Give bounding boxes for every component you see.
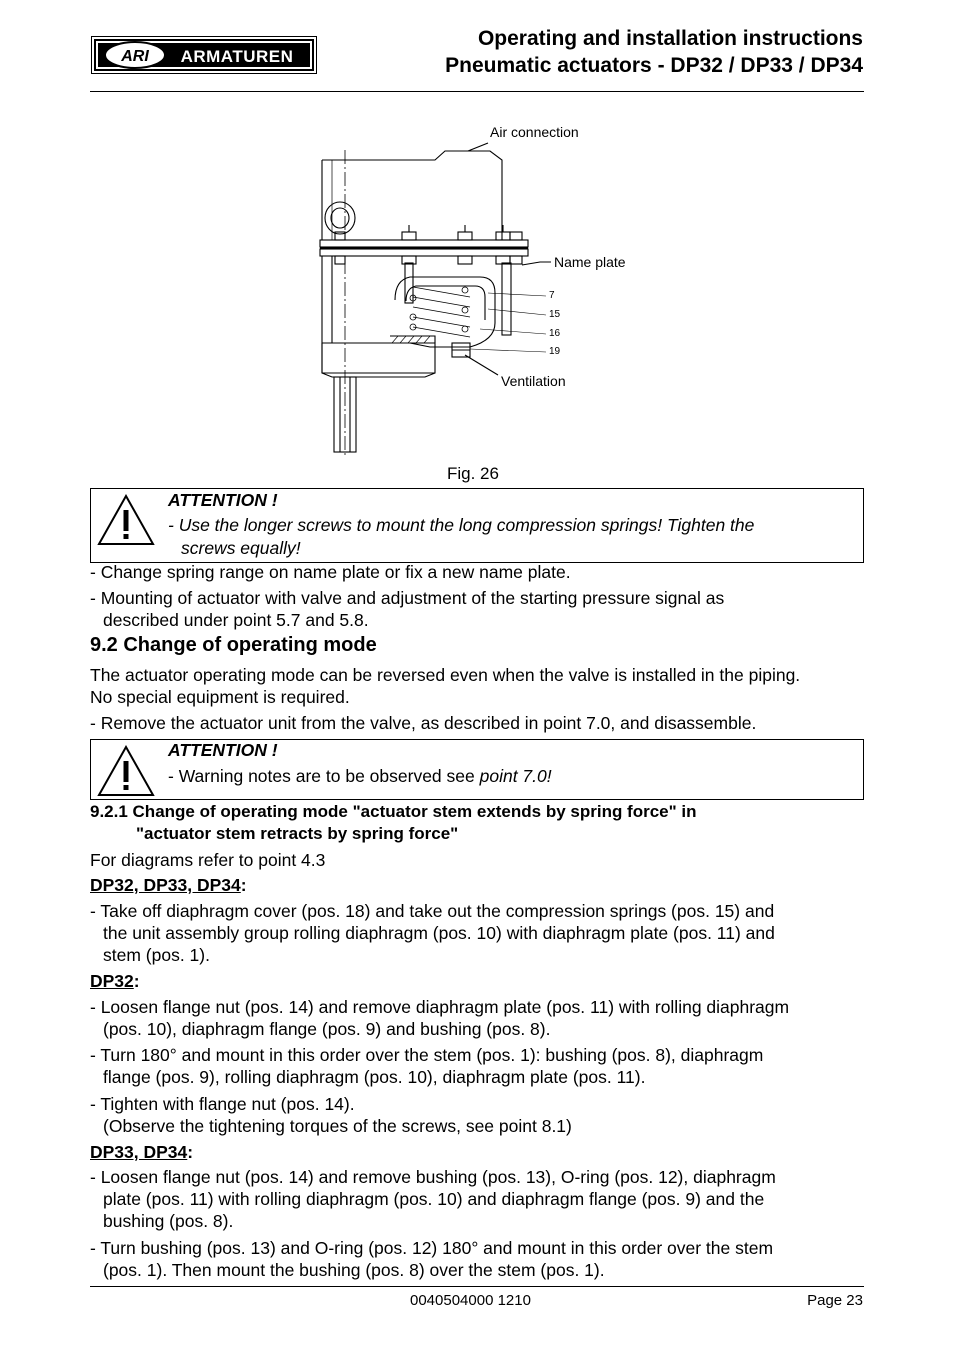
doc-number: 0040504000 1210	[410, 1292, 531, 1309]
step-text: - Turn bushing (pos. 13) and O-ring (pos. 12) 180° and mount in this order over the stem	[90, 1238, 774, 1258]
model-label: DP33, DP34:	[90, 1142, 194, 1162]
attention-box-1	[90, 488, 864, 563]
attention-line: - Warning notes are to be observed see point 7.0!	[168, 766, 552, 786]
attention-line: screws equally!	[181, 538, 301, 558]
subsection-heading: "actuator stem retracts by spring force"	[136, 824, 459, 843]
warning-icon	[97, 745, 155, 797]
model-label: DP32, DP33, DP34:	[90, 875, 247, 895]
warning-icon	[97, 494, 155, 546]
step-text: - Tighten with flange nut (pos. 14).	[90, 1094, 355, 1114]
step-text: flange (pos. 9), rolling diaphragm (pos. 10), diaphragm plate (pos. 11).	[103, 1067, 646, 1087]
ari-logo-icon	[91, 36, 317, 74]
page-number: Page 23	[807, 1292, 863, 1309]
figure-caption: Fig. 26	[447, 464, 499, 483]
doc-title: Operating and installation instructions	[477, 27, 863, 50]
step-text: (pos. 1). Then mount the bushing (pos. 8) over the stem (pos. 1).	[103, 1260, 605, 1280]
label-ventilation: Ventilation	[501, 373, 566, 389]
step-text: - Loosen flange nut (pos. 14) and remove diaphragm plate (pos. 11) with rolling diaphragm	[90, 997, 790, 1017]
model-label: DP32:	[90, 971, 140, 991]
attention-line: - Use the longer screws to mount the long compression springs! Tighten the	[168, 515, 755, 535]
attention-title: ATTENTION !	[168, 490, 278, 510]
step-text: bushing (pos. 8).	[103, 1211, 234, 1231]
svg-text:ARMATUREN: ARMATUREN	[180, 47, 294, 66]
section-heading: 9.2 Change of operating mode	[90, 634, 377, 656]
footer-divider	[90, 1286, 864, 1287]
step-text: (pos. 10), diaphragm flange (pos. 9) and bushing (pos. 8).	[103, 1019, 551, 1039]
subsection-heading: 9.2.1 Change of operating mode "actuator stem extends by spring force" in	[90, 802, 697, 821]
step-text: - Change spring range on name plate or fix a new name plate.	[90, 562, 571, 582]
body-text: For diagrams refer to point 4.3	[90, 850, 326, 870]
step-text: the unit assembly group rolling diaphragm (pos. 10) with diaphragm plate (pos. 11) and	[103, 923, 775, 943]
label-pos-7: 7	[549, 290, 555, 301]
logo	[91, 36, 317, 74]
step-text: - Turn 180° and mount in this order over the stem (pos. 1): bushing (pos. 8), diaphragm	[90, 1045, 764, 1065]
step-text: described under point 5.7 and 5.8.	[103, 610, 369, 630]
attention-box-2	[90, 739, 864, 800]
label-pos-16: 16	[549, 328, 561, 339]
step-text: - Mounting of actuator with valve and adjustment of the starting pressure signal as	[90, 588, 725, 608]
step-text: - Take off diaphragm cover (pos. 18) and take out the compression springs (pos. 15) and	[90, 901, 775, 921]
label-air-connection: Air connection	[490, 124, 579, 140]
step-text: stem (pos. 1).	[103, 945, 210, 965]
header-divider	[90, 91, 864, 92]
label-pos-15: 15	[549, 309, 561, 320]
attention-title: ATTENTION !	[168, 740, 278, 760]
svg-text:ARI: ARI	[121, 48, 149, 65]
step-text: - Remove the actuator unit from the valve, as described in point 7.0, and disassemble.	[90, 713, 757, 733]
step-text: - Loosen flange nut (pos. 14) and remove bushing (pos. 13), O-ring (pos. 12), diaphragm	[90, 1167, 776, 1187]
doc-subtitle: Pneumatic actuators - DP32 / DP33 / DP34	[445, 54, 863, 77]
body-text: The actuator operating mode can be reversed even when the valve is installed in the piping.	[90, 665, 801, 685]
label-name-plate: Name plate	[554, 254, 626, 270]
step-text: (Observe the tightening torques of the screws, see point 8.1)	[103, 1116, 572, 1136]
step-text: plate (pos. 11) with rolling diaphragm (pos. 10) and diaphragm flange (pos. 9) and the	[103, 1189, 765, 1209]
body-text: No special equipment is required.	[90, 687, 350, 707]
figure-26	[310, 115, 650, 465]
actuator-drawing	[310, 115, 650, 465]
label-pos-19: 19	[549, 346, 561, 357]
